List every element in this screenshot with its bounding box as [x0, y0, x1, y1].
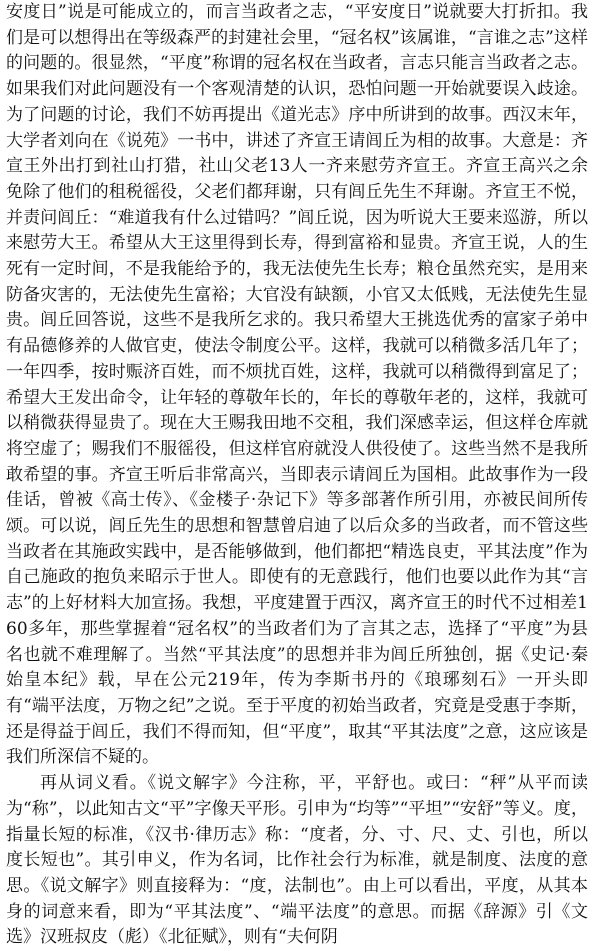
body-paragraph-2: 再从词义看。《说文解字》今注称，平，平舒也。或曰：“秤”从平而读为“称”，以此知古文“平”字像天平形。引申为“均等”“平坦”“安舒”等义。度，指量长短的标准，《汉书·律历志》称：“度者，分、寸、尺、丈、引也，所以度长短也”。其引申义，作为名词，比作社会行为标准，就是制度、法度的意思。《说文解字》则直接释为：“度，法制也”。由上可以看出，平度，从其本身的词意来看，即为“平其法度”、“端平法度”的意思。而据《辞源》引《文选》汉班叔皮（彪）《北征赋》，则有“夫何阴	[6, 773, 588, 948]
body-paragraph-1: 安度日”说是可能成立的，而言当政者之志，“平安度日”说就要大打折扣。我们是可以想得出在等级森严的封建社会里，“冠名权”该属谁，“言谁之志”这样的问题的。很显然，“平度”称谓的冠名权在当政者，言志只能言当政者之志。如果我们对此问题没有一个客观清楚的认识，恐怕问题一开始就要误入歧途。为了问题的讨论，我们不妨再提出《道光志》序中所讲到的故事。西汉末年，大学者刘向在《说苑》一书中，讲述了齐宣王请闾丘为相的故事。大意是：齐宣王外出打到社山打猎，社山父老13人一齐来慰劳齐宣王。齐宣王高兴之余免除了他们的租税徭役，父老们都拜谢，只有闾丘先生不拜谢。齐宣王不悦，并责问闾丘：“难道我有什么过错吗？”闾丘说，因为听说大王要来巡游，所以来慰劳大王。希望从大王这里得到长寿，得到富裕和显贵。齐宣王说，人的生死有一定时间，不是我能给予的，我无法使先生长寿；粮仓虽然充实，是用来防备灾害的，无法使先生富裕；大官没有缺额，小官又太低贱，无法使先生显贵。闾丘回答说，这些不是我所乞求的。我只希望大王挑选优秀的富家子弟中有品德修养的人做官吏，使法令制度公平。这样，我就可以稍微多活几年了；一年四季，按时赈济百姓，而不烦扰百姓，这样，我就可以稍微得到富足了；希望大王发出命令，让年轻的尊敬年长的，年长的尊敬年老的，这样，我就可以稍微获得显贵了。现在大王赐我田地不交租，我们深感幸运，但这样仓库就将空虚了；赐我们不服徭役，但这样官府就没人供役使了。这些当然不是我所敢希望的事。齐宣王听后非常高兴，当即表示请闾丘为国相。此故事作为一段佳话，曾被《高士传》、《金楼子·杂记下》等多部著作所引用，亦被民间所传颂。可以说，闾丘先生的思想和智慧曾启迪了以后众多的当政者，而不管这些当政者在其施政实践中，是否能够做到，他们都把“精选良吏，平其法度”作为自己施政的抱负来昭示于世人。即使有的无意践行，他们也要以此作为其“言志”的上好材料大加宣扬。我想，平度建置于西汉，离齐宣王的时代不过相差160多年，那些掌握着“冠名权”的当政者们为了言其之志，选择了“平度”为县名也就不难理解了。当然“平其法度”的思想并非为闾丘所独创，据《史记·秦始皇本纪》载，早在公元219年，传为李斯书丹的《琅琊刻石》一开头即有“端平法度，万物之纪”之说。至于平度的初始当政者，究竟是受惠于李斯，还是得益于闾丘，我们不得而知，但“平度”，取其“平其法度”之意，这应该是我们所深信不疑的。	[6, 2, 588, 768]
